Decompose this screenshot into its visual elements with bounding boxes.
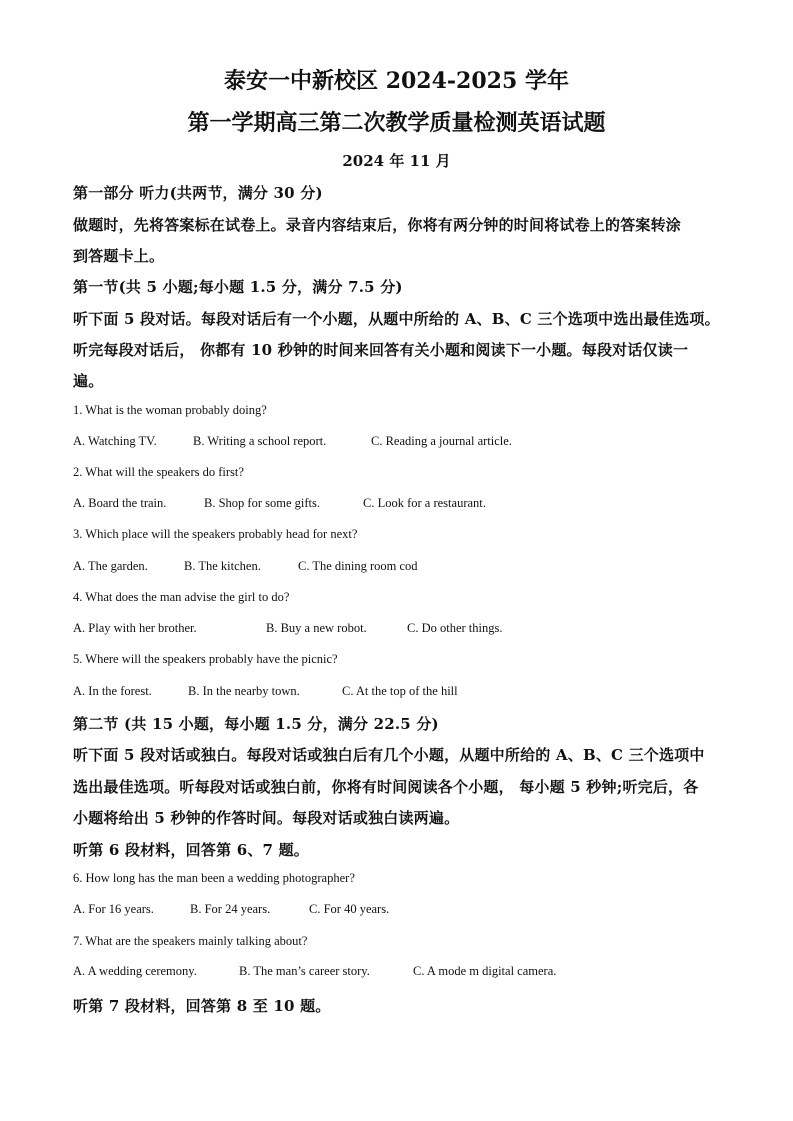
exam-date: 2024 年 11 月: [342, 152, 451, 170]
exam-title-school: 泰安一中新校区 2024-2025 学年: [224, 68, 569, 94]
exam-title-subject: 第一学期高三第二次教学质量检测英语试题: [187, 110, 606, 136]
question-4-text: 4. What does the man advise the girl to do?: [73, 590, 290, 604]
question-1-option-a: A. Watching TV.: [73, 434, 157, 448]
question-2-option-c: C. Look for a restaurant.: [363, 496, 486, 510]
question-5-option-b: B. In the nearby town.: [188, 684, 300, 698]
question-3-option-a: A. The garden.: [73, 559, 148, 573]
section2-instruction-line-3: 小题将给出 5 秒钟的作答时间。每段对话或独白读两遍。: [73, 809, 460, 827]
part1-intro-line-1: 做题时，先将答案标在试卷上。录音内容结束后，你将有两分钟的时间将试卷上的答案转涂: [73, 216, 682, 234]
question-1-text: 1. What is the woman probably doing?: [73, 403, 267, 417]
question-6-text: 6. How long has the man been a wedding photographer?: [73, 871, 355, 885]
question-2-text: 2. What will the speakers do first?: [73, 465, 244, 479]
part1-heading: 第一部分 听力(共两节，满分 30 分): [73, 184, 323, 202]
section2-instruction-line-1: 听下面 5 段对话或独白。每段对话或独白后有几个小题，从题中所给的 A、B、C 三个选项中: [73, 746, 705, 764]
question-5-text: 5. Where will the speakers probably have the picnic?: [73, 652, 338, 666]
question-2-option-a: A. Board the train.: [73, 496, 167, 510]
section2-heading: 第二节 (共 15 小题，每小题 1.5 分，满分 22.5 分): [73, 715, 439, 733]
section2-instruction-line-2: 选出最佳选项。听每段对话或独白前，你将有时间阅读各个小题， 每小题 5 秒钟;听完后，各: [73, 778, 699, 796]
question-4-option-b: B. Buy a new robot.: [266, 621, 367, 635]
question-5-option-c: C. At the top of the hill: [342, 684, 458, 698]
question-7-text: 7. What are the speakers mainly talking about?: [73, 934, 308, 948]
material-6-heading: 听第 6 段材料，回答第 6、7 题。: [73, 841, 310, 859]
question-6-option-b: B. For 24 years.: [190, 902, 271, 916]
question-2-option-b: B. Shop for some gifts.: [204, 496, 320, 510]
question-4-option-c: C. Do other things.: [407, 621, 503, 635]
question-6-option-c: C. For 40 years.: [309, 902, 390, 916]
question-3-text: 3. Which place will the speakers probably head for next?: [73, 527, 358, 541]
question-7-option-c: C. A mode m digital camera.: [413, 964, 557, 978]
section1-instruction-line-1: 听下面 5 段对话。每段对话后有一个小题，从题中所给的 A、B、C 三个选项中选出最佳选项。: [73, 310, 720, 328]
question-1-option-c: C. Reading a journal article.: [371, 434, 512, 448]
question-5-option-a: A. In the forest.: [73, 684, 152, 698]
section1-heading: 第一节(共 5 小题;每小题 1.5 分，满分 7.5 分): [73, 278, 403, 296]
question-6-option-a: A. For 16 years.: [73, 902, 154, 916]
question-1-option-b: B. Writing a school report.: [193, 434, 327, 448]
question-4-option-a: A. Play with her brother.: [73, 621, 197, 635]
section1-instruction-line-2: 听完每段对话后， 你都有 10 秒钟的时间来回答有关小题和阅读下一小题。每段对话仅读一: [73, 341, 689, 359]
material-7-heading: 听第 7 段材料，回答第 8 至 10 题。: [73, 997, 331, 1015]
section1-instruction-line-3: 遍。: [73, 372, 104, 390]
question-7-option-a: A. A wedding ceremony.: [73, 964, 197, 978]
part1-intro-line-2: 到答题卡上。: [73, 247, 165, 265]
question-7-option-b: B. The man’s career story.: [239, 964, 370, 978]
question-3-option-c: C. The dining room cod: [298, 559, 418, 573]
question-3-option-b: B. The kitchen.: [184, 559, 261, 573]
